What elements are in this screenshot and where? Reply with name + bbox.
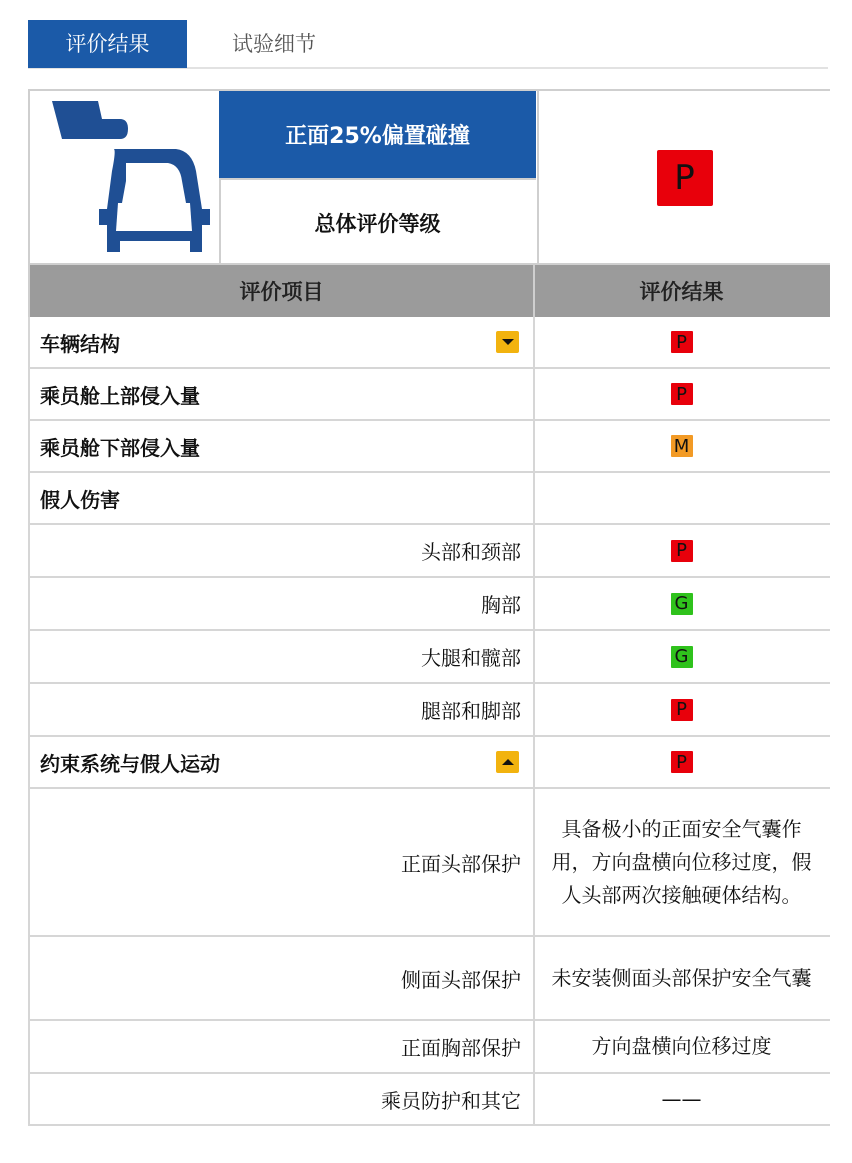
- row-item-text: 腿部和脚部: [421, 699, 521, 723]
- table-header: [28, 89, 830, 265]
- table-row: [28, 1074, 830, 1126]
- row-item-text: 乘员舱上部侵入量: [40, 383, 200, 408]
- tab-test-details[interactable]: 试验细节: [232, 32, 316, 56]
- row-result-cell: [535, 937, 828, 1019]
- row-item-text: 乘员舱下部侵入量: [40, 435, 200, 460]
- tab-bar: [28, 20, 828, 69]
- row-item-label: [28, 789, 535, 935]
- table-row: [28, 473, 830, 525]
- row-item-label: [28, 631, 535, 682]
- row-item-label: [28, 1021, 535, 1072]
- result-description: ——: [661, 1086, 702, 1111]
- row-item-text: 车辆结构: [40, 331, 120, 356]
- table-row: [28, 369, 830, 421]
- row-item-label: [28, 473, 535, 523]
- row-result-cell: [535, 525, 828, 576]
- column-header: [28, 265, 830, 317]
- row-result-cell: [535, 1074, 828, 1124]
- rating-badge: P: [671, 383, 693, 405]
- rating-badge: P: [671, 540, 693, 562]
- row-item-text: 乘员防护和其它: [381, 1088, 521, 1113]
- row-item-label: [28, 421, 535, 471]
- row-item-label: [28, 684, 535, 735]
- rating-badge: G: [671, 646, 693, 668]
- row-item-label: [28, 578, 535, 629]
- row-result-cell: [535, 737, 828, 787]
- row-item-text: 约束系统与假人运动: [40, 751, 220, 776]
- expand-toggle-button[interactable]: [496, 331, 519, 353]
- rating-badge: P: [671, 751, 693, 773]
- table-body: [28, 317, 830, 1126]
- caret-down-icon: [502, 338, 514, 346]
- rating-table: [28, 89, 830, 1126]
- table-row: [28, 737, 830, 789]
- row-result-cell: [535, 317, 828, 367]
- overall-rating-cell: [537, 91, 830, 265]
- rating-badge: M: [671, 435, 693, 457]
- tab-evaluation-results[interactable]: 评价结果: [28, 20, 187, 68]
- table-row: [28, 937, 830, 1021]
- caret-up-icon: [502, 758, 514, 766]
- table-row: [28, 525, 830, 578]
- row-item-label: [28, 1074, 535, 1124]
- result-description: 具备极小的正面安全气囊作用，方向盘横向位移过度，假人头部两次接触硬体结构。: [551, 816, 812, 907]
- row-result-cell: [535, 421, 828, 471]
- row-item-label: [28, 369, 535, 419]
- row-result-cell: [535, 684, 828, 735]
- row-item-label: [28, 317, 535, 367]
- row-result-cell: [535, 369, 828, 419]
- small-overlap-crash-icon: [30, 91, 219, 265]
- table-row: [28, 317, 830, 369]
- row-item-text: 正面头部保护: [401, 851, 521, 876]
- row-item-text: 假人伤害: [40, 487, 120, 512]
- row-item-text: 头部和颈部: [421, 540, 521, 564]
- test-name: 正面25%偏置碰撞: [219, 91, 536, 178]
- column-header-item: 评价项目: [28, 265, 535, 317]
- row-item-text: 侧面头部保护: [401, 967, 521, 992]
- row-item-label: [28, 937, 535, 1019]
- rating-badge: P: [671, 699, 693, 721]
- row-result-cell: [535, 578, 828, 629]
- table-row: [28, 631, 830, 684]
- row-item-label: [28, 525, 535, 576]
- result-description: 方向盘横向位移过度: [591, 1034, 772, 1058]
- table-row: [28, 789, 830, 937]
- column-header-result: 评价结果: [639, 280, 724, 304]
- result-description: 未安装侧面头部保护安全气囊: [551, 965, 812, 990]
- row-result-cell: [535, 789, 828, 935]
- collapse-toggle-button[interactable]: [496, 751, 519, 773]
- table-row: [28, 578, 830, 631]
- overall-rating-badge: P: [657, 150, 713, 206]
- overall-rating-label: 总体评价等级: [219, 178, 536, 265]
- row-item-text: 胸部: [481, 593, 521, 617]
- table-row: [28, 684, 830, 737]
- row-result-cell: [535, 473, 828, 523]
- row-item-text: 正面胸部保护: [401, 1036, 521, 1060]
- table-row: [28, 1021, 830, 1074]
- rating-badge: P: [671, 331, 693, 353]
- row-result-cell: [535, 1021, 828, 1072]
- row-item-text: 大腿和髋部: [421, 646, 521, 670]
- row-item-label: [28, 737, 535, 787]
- row-result-cell: [535, 631, 828, 682]
- table-row: [28, 421, 830, 473]
- rating-badge: G: [671, 593, 693, 615]
- logo-cell: [30, 91, 221, 265]
